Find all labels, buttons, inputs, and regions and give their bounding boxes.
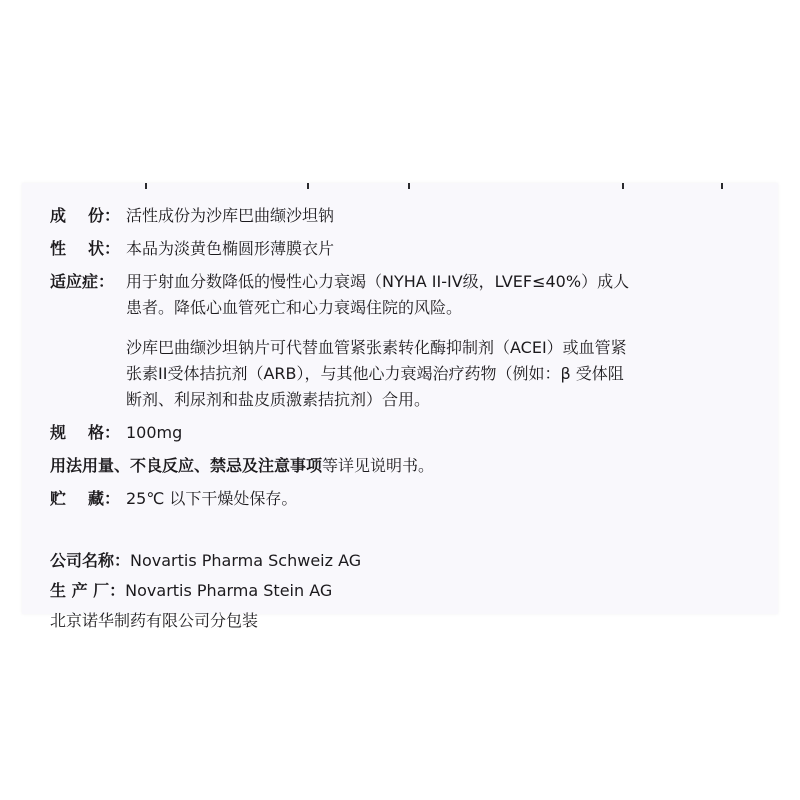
storage-value: 25℃ 以下干燥处保存。	[126, 489, 298, 508]
indication-row	[50, 269, 740, 321]
perforation-mark	[408, 183, 410, 189]
manufacturer-label: 生 产 厂：	[50, 581, 126, 600]
packager-text: 北京诺华制药有限公司分包装	[50, 611, 259, 630]
company-name-label: 公司名称：	[50, 551, 131, 570]
ingredient-value: 活性成份为沙库巴曲缬沙坦钠	[126, 206, 335, 225]
appearance-row	[50, 236, 740, 262]
ingredient-row	[50, 203, 740, 229]
usage-row	[50, 453, 740, 479]
label-content	[50, 203, 740, 634]
manufacturer-row	[50, 578, 740, 604]
appearance-label: 性 状：	[50, 239, 121, 258]
spec-value: 100mg	[126, 423, 183, 442]
spec-row	[50, 420, 740, 446]
perforation-mark	[721, 183, 723, 189]
appearance-value: 本品为淡黄色椭圆形薄膜衣片	[126, 239, 335, 258]
perforation-mark	[307, 183, 309, 189]
usage-bold-text: 用法用量、不良反应、禁忌及注意事项	[50, 456, 323, 475]
ingredient-label: 成 份：	[50, 206, 121, 225]
indication-label: 适应症：	[50, 272, 115, 291]
storage-label: 贮 藏：	[50, 489, 121, 508]
indication-para-1: 用于射血分数降低的慢性心力衰竭（NYHA II-IV级，LVEF≤40%）成人 患者。降低心血管死亡和心力衰竭住院的风险。	[126, 272, 630, 317]
storage-row	[50, 486, 740, 512]
spec-label: 规 格：	[50, 423, 121, 442]
indication-para-2: 沙库巴曲缬沙坦钠片可代替血管紧张素转化酶抑制剂（ACEI）或血管紧 张素II受体拮抗剂（ARB），与其他心力衰竭治疗药物（例如：β 受体阻 断剂、利尿剂和盐皮质激素拮抗剂）合用。	[126, 338, 627, 409]
usage-rest-text: 等详见说明书。	[322, 456, 435, 475]
packager-row	[50, 608, 740, 634]
company-name-value: Novartis Pharma Schweiz AG	[130, 551, 362, 570]
manufacturer-value: Novartis Pharma Stein AG	[125, 581, 333, 600]
company-name-row	[50, 548, 740, 574]
perforation-mark	[145, 183, 147, 189]
perforation-mark	[622, 183, 624, 189]
